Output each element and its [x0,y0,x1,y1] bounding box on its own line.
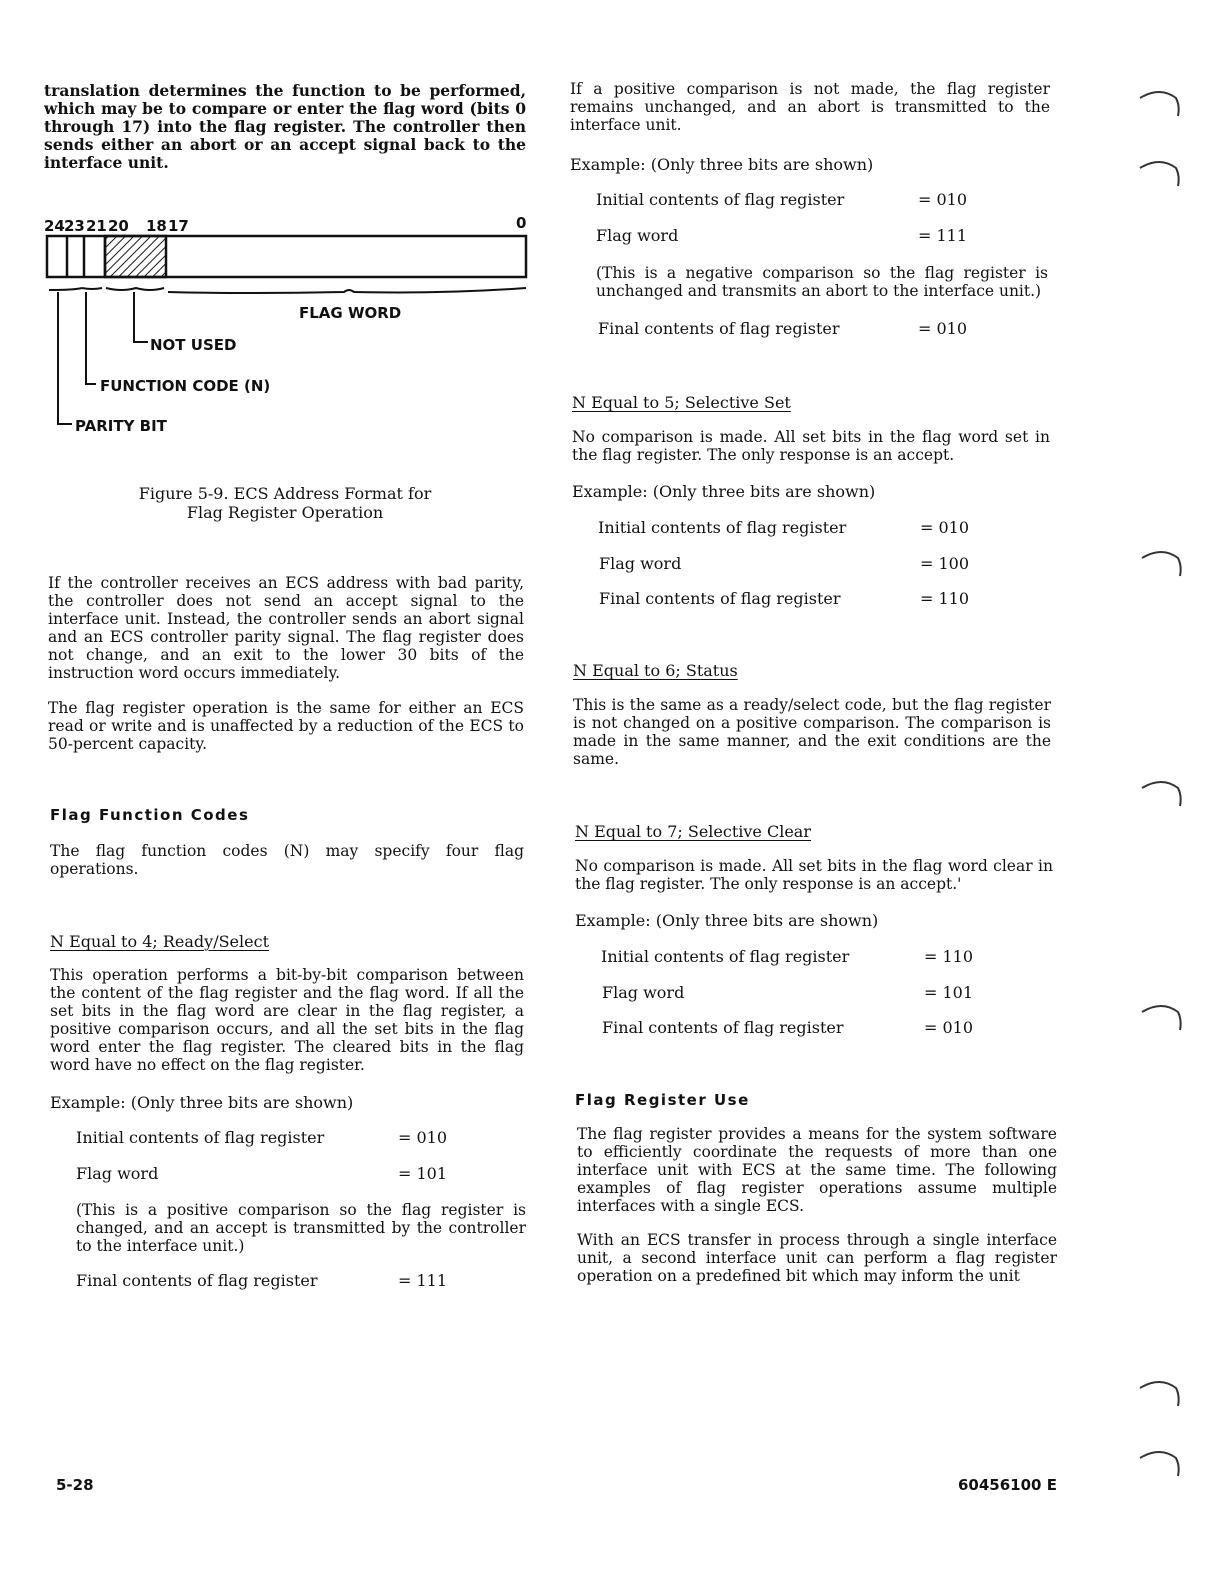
n7-example-title: Example: (Only three bits are shown) [575,911,879,930]
bit-label-0: 0 [516,214,527,232]
negative-paragraph: If a positive comparison is not made, the flag register remains unchanged, and an abort is transmitted to the interface unit. [570,80,1050,134]
binder-mark [1142,552,1181,576]
n4-note: (This is a positive comparison so the flag register is changed, and an accept is transmitted by the controller to the interface unit.) [76,1201,526,1255]
n7-heading: N Equal to 7; Selective Clear [575,822,811,841]
bit-label-18: 18 [146,217,167,235]
row-value: = 010 [918,319,968,338]
row-label: Initial contents of flag register [601,947,850,966]
neg-row-flag-word [596,226,996,246]
row-label: Initial contents of flag register [76,1128,325,1147]
figure-caption-line1: Figure 5-9. ECS Address Format for [138,484,432,503]
figure-caption-line2: Flag Register Operation [186,503,384,522]
n5-paragraph: No comparison is made. All set bits in the flag word set in the flag register. The only response is an accept. [572,428,1050,464]
ecs-address-format-diagram [44,214,534,444]
bad-parity-paragraph: If the controller receives an ECS address with bad parity, the controller does not send an accept signal to the interface unit. Instead, the controller sends an abort signal and an ECS controller parity signal. The flag register does not change, and an exit to the lower 30 bits of the instruction word occurs immediately. [48,574,524,682]
binder-mark [1140,1452,1179,1476]
not-used-hatched-field [105,236,166,277]
use-paragraph-2: With an ECS transfer in process through a single interface unit, a second interface unit can perform a flag register operation on a predefined bit which may inform the unit [577,1231,1057,1285]
row-label: Final contents of flag register [599,589,841,608]
row-label: Flag word [76,1164,159,1183]
row-label: Final contents of flag register [602,1018,844,1037]
n5-row-initial [598,518,998,538]
neg-note: (This is a negative comparison so the flag register is unchanged and transmits an abort to the interface unit.) [596,264,1048,300]
n7-row-final [602,1018,1002,1038]
row-value: = 010 [924,1018,974,1037]
same-operation-paragraph: The flag register operation is the same for either an ECS read or write and is unaffected by a reduction of the ECS to 50-percent capacity. [48,699,524,753]
n4-row-flag-word [76,1164,476,1184]
n7-row-flag-word [602,983,1002,1003]
flag-function-paragraph: The flag function codes (N) may specify four flag operations. [50,842,524,878]
bit-label-24: 24 [44,217,65,235]
binder-mark [1142,1006,1181,1030]
row-label: Flag word [596,226,679,245]
binder-mark [1142,782,1181,806]
row-value: = 100 [920,554,970,573]
bit-label-23: 23 [64,217,85,235]
n5-row-final [599,589,999,609]
row-value: = 111 [398,1271,448,1290]
n6-paragraph: This is the same as a ready/select code, but the flag register is not changed on a positive comparison. The comparison is made in the same manner, and the exit conditions are the same. [573,696,1051,768]
neg-row-initial [596,190,996,210]
document-number: 60456100 E [958,1476,1057,1494]
row-label: Final contents of flag register [598,319,840,338]
row-value: = 010 [920,518,970,537]
n5-row-flag-word [599,554,999,574]
row-value: = 110 [924,947,974,966]
neg-row-final [598,319,998,339]
binder-mark [1140,92,1179,116]
binder-mark [1140,162,1179,186]
n7-row-initial [601,947,1001,967]
binder-mark [1140,1382,1179,1406]
function-code-label: FUNCTION CODE (N) [100,377,271,395]
n4-row-final [76,1271,476,1291]
flag-register-use-heading: Flag Register Use [575,1091,750,1109]
row-value: = 110 [920,589,970,608]
neg-example-title: Example: (Only three bits are shown) [570,155,874,174]
n4-row-initial [76,1128,476,1148]
diagram-graphics [44,232,534,444]
n5-example-title: Example: (Only three bits are shown) [572,482,876,501]
row-value: = 010 [918,190,968,209]
bit-label-21: 21 [86,217,107,235]
n4-heading: N Equal to 4; Ready/Select [50,932,269,951]
page-number: 5-28 [56,1476,94,1494]
flag-word-label: FLAG WORD [299,304,402,322]
row-label: Initial contents of flag register [598,518,847,537]
bit-label-17: 17 [168,217,189,235]
row-label: Initial contents of flag register [596,190,845,209]
n6-heading: N Equal to 6; Status [573,661,738,680]
not-used-label: NOT USED [150,336,237,354]
row-label: Flag word [599,554,682,573]
row-value: = 101 [398,1164,448,1183]
use-paragraph-1: The flag register provides a means for the system software to efficiently coordinate the requests of more than one interface unit with ECS at the same time. The following examples of flag register operations assume multiple interfaces with a single ECS. [577,1125,1057,1215]
intro-paragraph: translation determines the function to be performed, which may be to compare or enter the flag word (bits 0 through 17) into the flag register. The controller then sends either an abort or an accept signal back to the interface unit. [44,81,526,172]
n4-example-title: Example: (Only three bits are shown) [50,1093,354,1112]
parity-bit-label: PARITY BIT [75,417,167,435]
binder-marks [1130,80,1190,1500]
row-value: = 101 [924,983,974,1002]
n5-heading: N Equal to 5; Selective Set [572,393,791,412]
row-label: Flag word [602,983,685,1002]
bit-label-20: 20 [108,217,129,235]
flag-function-codes-heading: Flag Function Codes [50,806,250,824]
n7-paragraph: No comparison is made. All set bits in the flag word clear in the flag register. The only response is an accept.' [575,857,1053,893]
row-value: = 111 [918,226,968,245]
row-value: = 010 [398,1128,448,1147]
row-label: Final contents of flag register [76,1271,318,1290]
n4-paragraph: This operation performs a bit-by-bit comparison between the content of the flag register and the flag word. If all the set bits in the flag word are clear in the flag register, a positive comparison occurs, and all the set bits in the flag word enter the flag register. The cleared bits in the flag word have no effect on the flag register. [50,966,524,1074]
figure-caption [44,484,526,522]
